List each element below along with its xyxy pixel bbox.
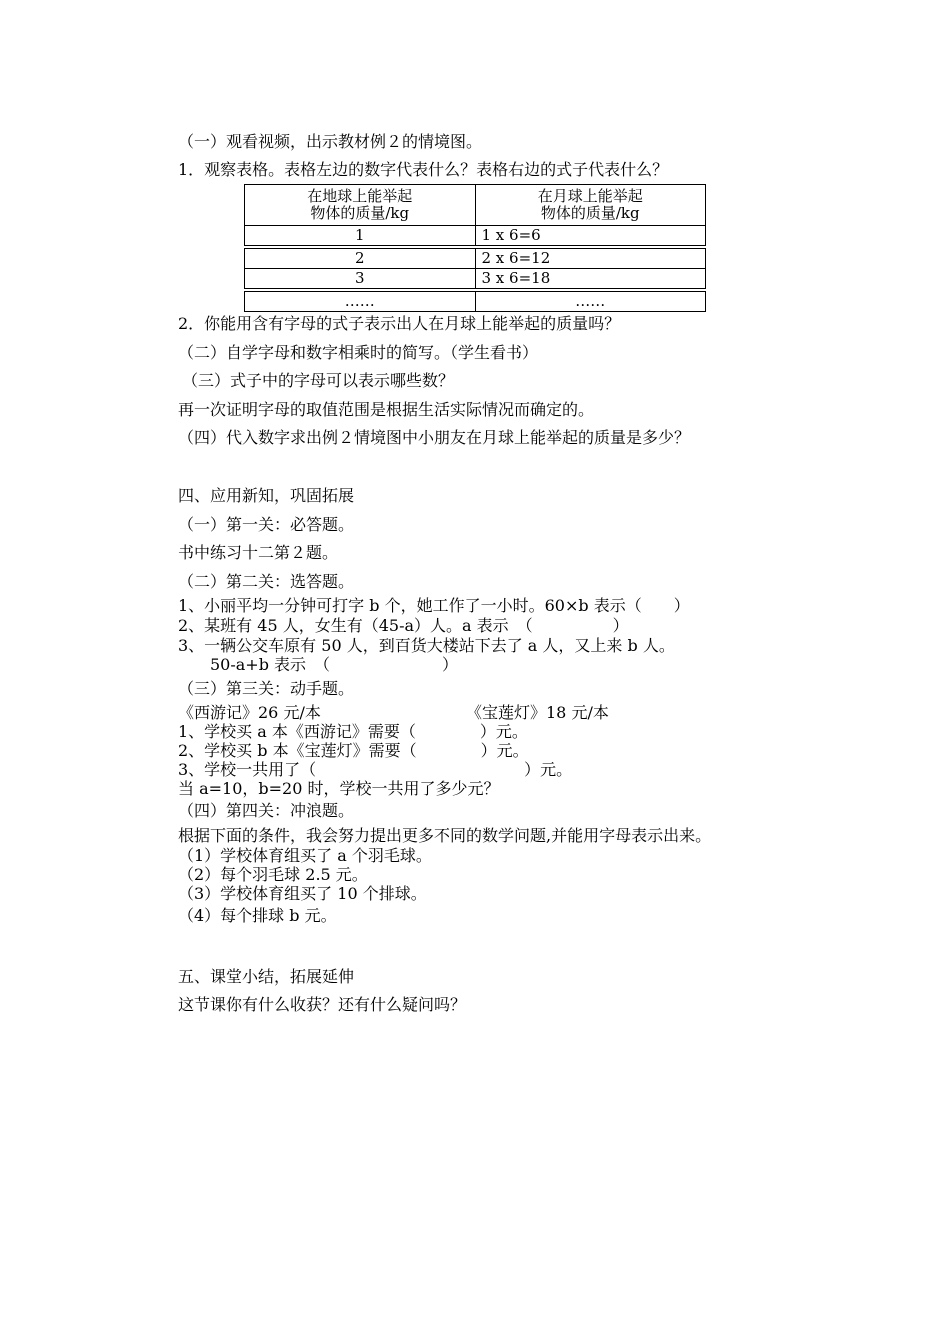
cell-earth: 3: [245, 269, 476, 291]
section-substitute-values: （四）代入数字求出例２情境图中小朋友在月球上能举起的质量是多少？: [178, 428, 691, 447]
question-letter-expression: 2．你能用含有字母的式子表示出人在月球上能举起的质量吗？: [178, 314, 621, 333]
level-two-q3-expression: 50-a+b 表示 （ ）: [178, 655, 459, 674]
level-four-instruction: 根据下面的条件，我会努力提出更多不同的数学问题,并能用字母表示出来。: [178, 826, 712, 845]
cell-moon: ……: [475, 290, 706, 312]
cell-earth: ……: [245, 290, 476, 312]
earth-moon-mass-table: [244, 184, 706, 312]
table-row: [245, 269, 706, 291]
level-two-q1: 1、小丽平均一分钟可打字 b 个，她工作了一小时。60×b 表示（ ）: [178, 596, 690, 615]
heading-apply-knowledge: 四、应用新知，巩固拓展: [178, 486, 355, 505]
cell-earth: 2: [245, 247, 476, 269]
condition-3: （3）学校体育组买了 10 个排球。: [178, 884, 427, 903]
table-row: [245, 290, 706, 312]
section-watch-video: （一）观看视频，出示教材例２的情境图。: [178, 132, 483, 151]
level-one-title: （一）第一关：必答题。: [178, 515, 355, 534]
condition-2: （2）每个羽毛球 2.5 元。: [178, 865, 368, 884]
condition-4: （4）每个排球 b 元。: [178, 906, 337, 925]
level-three-q4: 当 a=10，b=20 时，学校一共用了多少元？: [178, 779, 500, 798]
text-value-range: 再一次证明字母的取值范围是根据生活实际情况而确定的。: [178, 400, 595, 419]
section-letter-values: （三）式子中的字母可以表示哪些数？: [182, 371, 455, 390]
table-row: [245, 226, 706, 248]
level-one-task: 书中练习十二第２题。: [178, 543, 339, 562]
section-self-study: （二）自学字母和数字相乘时的简写。（学生看书）: [178, 343, 539, 362]
level-three-q1: 1、学校买 a 本《西游记》需要（ ）元。: [178, 722, 528, 741]
header-moon-mass: 在月球上能举起 物体的质量/kg: [475, 185, 706, 226]
cell-moon: 2 x 6=12: [475, 247, 706, 269]
table-row: [245, 247, 706, 269]
price-journey-west: 《西游记》26 元/本: [178, 703, 321, 722]
cell-earth: 1: [245, 226, 476, 248]
text-summary-question: 这节课你有什么收获？还有什么疑问吗？: [178, 995, 467, 1014]
level-three-title: （三）第三关：动手题。: [178, 679, 355, 698]
header-earth-mass: 在地球上能举起 物体的质量/kg: [245, 185, 476, 226]
question-observe-table: 1．观察表格。表格左边的数字代表什么？表格右边的式子代表什么？: [178, 160, 669, 179]
level-three-q2: 2、学校买 b 本《宝莲灯》需要（ ）元。: [178, 741, 529, 760]
cell-moon: 3 x 6=18: [475, 269, 706, 291]
heading-summary: 五、课堂小结，拓展延伸: [178, 967, 355, 986]
level-two-title: （二）第二关：选答题。: [178, 572, 355, 591]
condition-1: （1）学校体育组买了 a 个羽毛球。: [178, 846, 432, 865]
level-three-q3: 3、学校一共用了（ ）元。: [178, 760, 573, 779]
level-two-q3: 3、一辆公交车原有 50 人，到百货大楼站下去了 a 人，又上来 b 人。: [178, 636, 675, 655]
table-header-row: [245, 185, 706, 226]
level-four-title: （四）第四关：冲浪题。: [178, 801, 355, 820]
cell-moon: 1 x 6=6: [475, 226, 706, 248]
price-lotus-lantern: 《宝莲灯》18 元/本: [466, 703, 609, 722]
level-two-q2: 2、某班有 45 人，女生有（45-a）人。a 表示 （ ）: [178, 616, 629, 635]
